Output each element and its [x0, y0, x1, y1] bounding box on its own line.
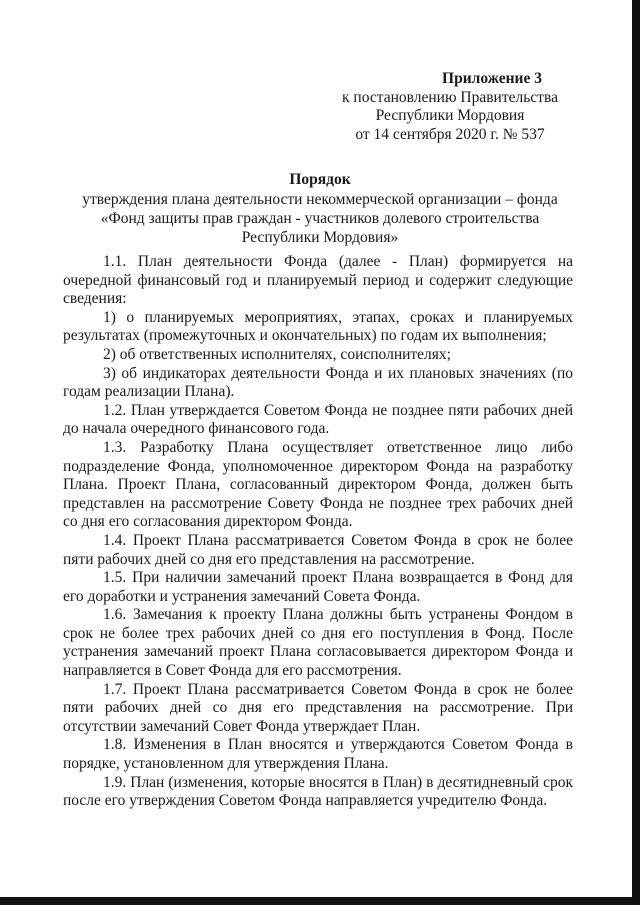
paragraph: 1.1. План деятельности Фонда (далее - План) формируется на очередной финансовый год и планируемый период и содержит следующие сведения: [63, 253, 573, 308]
paragraph: 3) об индикаторах деятельности Фонда и их плановых значениях (по годам реализации Плана). [63, 364, 573, 401]
paragraph: 1.7. Проект Плана рассматривается Советом Фонда в срок не более пяти рабочих дней со дня его представления на рассмотрение. При отсутствии замечаний Совет Фонда утверждает План. [63, 680, 573, 735]
document-body [63, 253, 573, 811]
document-heading [60, 170, 580, 247]
appendix-title: Приложение 3 [442, 70, 542, 87]
paragraph: 1.8. Изменения в План вносятся и утверждаются Советом Фонда в порядке, установленном для утверждения Плана. [63, 736, 573, 773]
appendix-block [330, 70, 570, 144]
appendix-line: от 14 сентября 2020 г. № 537 [355, 125, 545, 143]
paragraph: 1.6. Замечания к проекту Плана должны быть устранены Фондом в срок не более трех рабочих дней со дня его поступления в Фонд. После устранения замечаний проект Плана согласовывается директором Фонда и направляется в Совет Фонда для его рассмотрения. [63, 606, 573, 680]
paragraph: 1.3. Разработку Плана осуществляет ответственное лицо либо подразделение Фонда, уполномоченное директором Фонда на разработку Плана. Проект Плана, согласованный директором Фонда, должен быть представлен на рассмотрение Совету Фонда не позднее трех рабочих дней со дня его согласования директором Фонда. [63, 438, 573, 531]
heading-line: Республики Мордовия» [241, 229, 399, 246]
paragraph: 1.4. Проект Плана рассматривается Советом Фонда в срок не более пяти рабочих дней со дня его представления на рассмотрение. [63, 531, 573, 568]
paragraph: 1.9. План (изменения, которые вносятся в План) в десятидневный срок после его утверждения Советом Фонда направляется учредителю Фонда. [63, 773, 573, 810]
paragraph: 1.5. При наличии замечаний проект Плана возвращается в Фонд для его доработки и устранения замечаний Совета Фонда. [63, 569, 573, 605]
paragraph: 2) об ответственных исполнителях, соисполнителях; [103, 345, 451, 363]
appendix-line: Республики Мордовия [375, 107, 525, 124]
paragraph: 1) о планируемых мероприятиях, этапах, сроках и планируемых результатах (промежуточных и окончательных) по годам их выполнения; [63, 308, 573, 345]
heading-line: «Фонд защиты прав граждан - участников долевого строительства [100, 210, 540, 227]
document-title: Порядок [289, 171, 351, 188]
scan-edge-bottom [0, 897, 640, 905]
scan-edge-right [632, 0, 640, 905]
appendix-line: к постановлению Правительства [342, 88, 558, 106]
heading-line: утверждения плана деятельности некоммерческой организации – фонда [82, 191, 558, 208]
paragraph: 1.2. План утверждается Советом Фонда не позднее пяти рабочих дней до начала очередного финансового года. [63, 401, 573, 438]
